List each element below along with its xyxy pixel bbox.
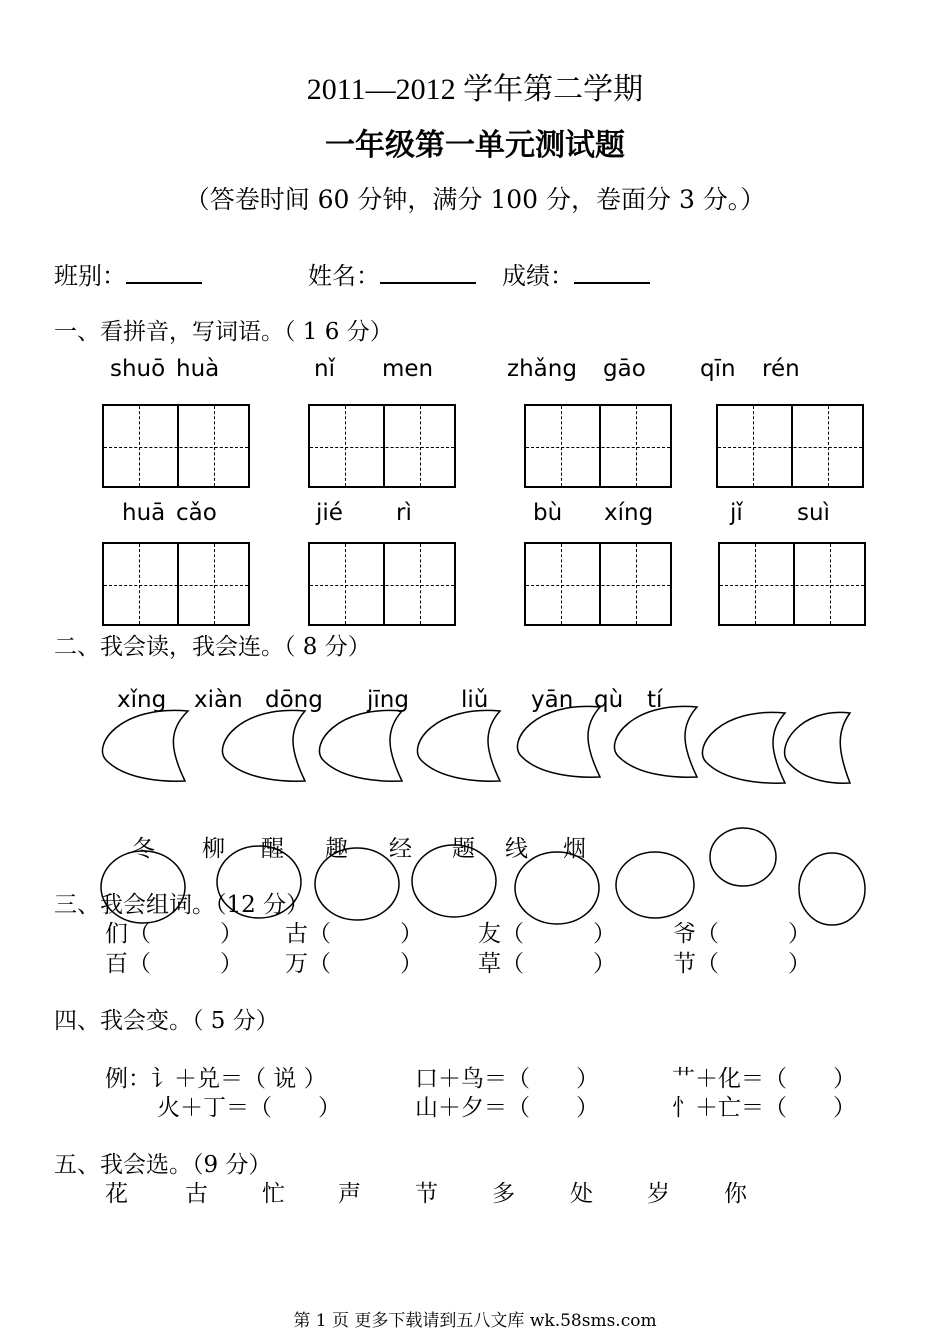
pinyin-3-1: zhǎng [507,356,577,382]
moon-shape [785,712,850,783]
moon-shape [517,706,600,777]
section2-heading: 二、我会读，我会连。（ 8 分） [54,634,371,660]
char-yan: 烟 [563,836,586,862]
char-qu: 趣 [325,836,348,862]
moon-shape [417,710,500,781]
choice-char: 多 [492,1181,515,1207]
pinyin-6-2: rì [396,500,412,526]
pinyin-8-2: suì [797,500,830,526]
char-xing: 醒 [261,836,284,862]
section3-heading: 三、我会组词。（12 分） [54,892,310,918]
pinyin-8-1: jǐ [730,500,743,526]
circle-shape [616,852,694,918]
char-dong: 冬 [132,836,155,862]
choice-char: 岁 [647,1181,670,1207]
pinyin-dong: dōng [265,687,323,713]
word-item[interactable]: 万（ ） [285,951,423,977]
moon-shape [614,706,697,777]
example-item: 例：讠＋兑＝（ 说 ） [105,1066,327,1092]
choice-char: 节 [415,1181,438,1207]
score-label: 成绩： [502,262,574,290]
pinyin-yan: yān [531,687,574,713]
pinyin-1-1: shuō [110,356,166,382]
choice-char: 你 [724,1181,747,1207]
name-label: 姓名： [308,262,380,290]
char-liu: 柳 [202,836,225,862]
pinyin-3-2: gāo [603,356,646,382]
choice-char: 声 [338,1181,361,1207]
pinyin-5-2: cǎo [176,500,217,526]
pinyin-6-1: jié [316,500,343,526]
pinyin-2-1: nǐ [314,356,335,382]
section5-heading: 五、我会选。（9 分） [54,1152,272,1178]
section4-heading: 四、我会变。（ 5 分） [54,1008,279,1034]
exam-title-year: 2011—2012 学年第二学期 [306,73,644,106]
exam-title: 一年级第一单元测试题 [325,128,625,163]
section1-heading: 一、看拼音，写词语。（ 1 6 分） [54,319,393,345]
pinyin-5-1: huā [122,500,166,526]
choice-char: 古 [185,1181,208,1207]
word-item[interactable]: 古（ ） [285,921,423,947]
class-label: 班别： [54,262,126,290]
word-item[interactable]: 草（ ） [478,951,616,977]
compose-item[interactable]: 忄＋亡＝（ ） [672,1095,856,1121]
page-footer: 第 1 页 更多下载请到五八文库 wk.58sms.com [293,1311,657,1331]
pinyin-jing: jīng [367,687,409,713]
pinyin-xing: xǐng [117,687,167,713]
pinyin-1-2: huà [176,356,220,382]
char-ti: 题 [452,836,475,862]
choice-char: 花 [105,1181,128,1207]
exam-subtitle: （答卷时间 60 分钟，满分 100 分，卷面分 3 分。） [184,185,766,214]
choice-char: 忙 [262,1181,285,1207]
pinyin-7-2: xíng [604,500,654,526]
word-item[interactable]: 节（ ） [673,951,811,977]
compose-item[interactable]: 艹＋化＝（ ） [672,1066,856,1092]
pinyin-7-1: bù [533,500,563,526]
char-xian: 线 [505,836,528,862]
pinyin-4-2: rén [762,356,800,382]
char-jing: 经 [389,836,412,862]
word-item[interactable]: 百（ ） [105,951,243,977]
word-item[interactable]: 友（ ） [478,921,616,947]
moon-shape [102,710,188,781]
moon-shape [222,710,305,781]
compose-item[interactable]: 口＋鸟＝（ ） [415,1066,599,1092]
moon-shape [702,712,785,783]
pinyin-ti: tí [647,687,663,713]
word-item[interactable]: 们（ ） [105,921,243,947]
word-item[interactable]: 爷（ ） [673,921,811,947]
pinyin-xian: xiàn [194,687,243,713]
pinyin-qu: qù [594,687,624,713]
pinyin-liu: liǔ [461,687,489,713]
pinyin-4-1: qīn [700,356,736,382]
compose-item[interactable]: 火＋丁＝（ ） [157,1095,341,1121]
pinyin-2-2: men [382,356,434,382]
compose-item[interactable]: 山＋夕＝（ ） [415,1095,599,1121]
circle-shape [710,828,776,886]
choice-char: 处 [570,1181,593,1207]
moon-shape [319,710,402,781]
